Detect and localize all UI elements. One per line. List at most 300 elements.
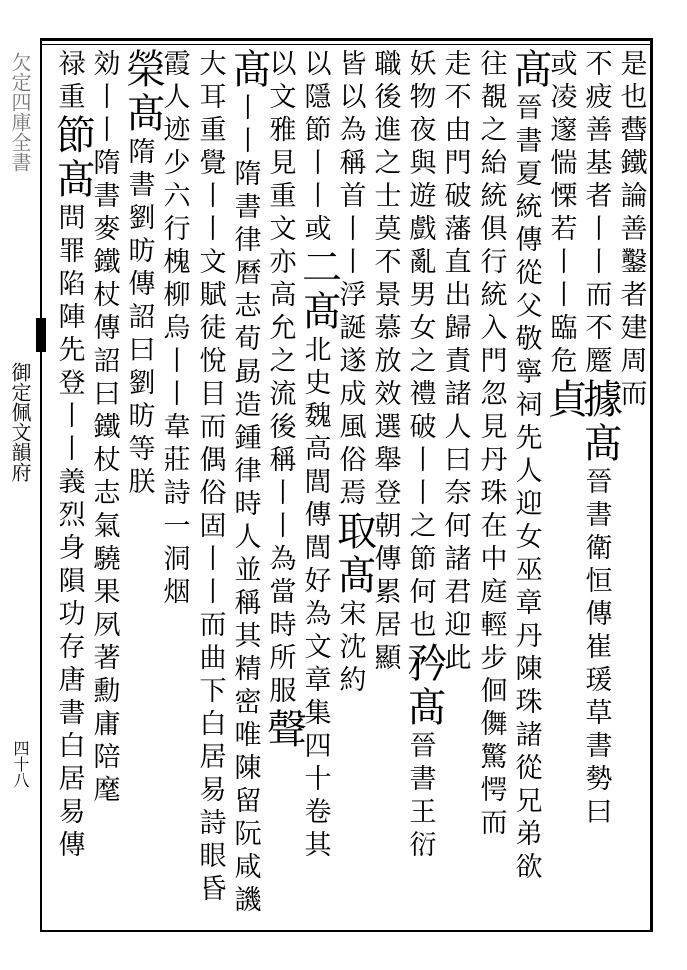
glyph: 閭 <box>304 533 332 564</box>
glyph: 詩 <box>163 478 191 509</box>
glyph: 破 <box>409 412 437 443</box>
glyph: 杖 <box>93 445 121 476</box>
side-top-label: 欠定四庫全書 <box>8 52 32 172</box>
glyph: 夜 <box>409 115 437 146</box>
glyph: 衍 <box>409 830 437 861</box>
glyph: 祠 <box>515 390 543 421</box>
glyph: 節 <box>56 113 96 159</box>
glyph: 咸 <box>234 852 262 883</box>
glyph: 阮 <box>234 819 262 850</box>
glyph: 劉 <box>128 368 156 399</box>
glyph: 偶 <box>199 445 227 476</box>
glyph: 昉 <box>128 236 156 267</box>
glyph: 父 <box>515 291 543 322</box>
glyph: 行 <box>163 214 191 245</box>
glyph: 聲 <box>267 707 307 753</box>
glyph: 丨 <box>585 214 613 245</box>
glyph: 驍 <box>93 544 121 575</box>
glyph: 恒 <box>585 566 613 597</box>
glyph: 丨 <box>304 148 332 179</box>
glyph: 不 <box>585 49 613 80</box>
glyph: 是 <box>620 49 648 80</box>
glyph: 並 <box>234 555 262 586</box>
glyph: 時 <box>234 489 262 520</box>
glyph: 效 <box>374 379 402 410</box>
glyph: 稱 <box>269 445 297 476</box>
glyph: 之 <box>409 511 437 542</box>
frame-left-rule <box>40 38 42 932</box>
glyph: 稱 <box>339 148 367 179</box>
glyph: 凌 <box>550 82 578 113</box>
glyph: 曰 <box>585 797 613 828</box>
glyph: 士 <box>374 181 402 212</box>
glyph: 亦 <box>269 247 297 278</box>
glyph: 而 <box>620 379 648 410</box>
glyph: 書 <box>585 731 613 762</box>
glyph: 賦 <box>199 280 227 311</box>
glyph: 而 <box>585 280 613 311</box>
glyph: 登 <box>58 368 86 399</box>
glyph: 洞 <box>163 544 191 575</box>
glyph: 文 <box>269 82 297 113</box>
glyph: 詔 <box>93 346 121 377</box>
glyph: 書 <box>234 192 262 223</box>
glyph: 俗 <box>199 478 227 509</box>
glyph: 也 <box>409 610 437 641</box>
glyph: 重 <box>269 181 297 212</box>
glyph: 四 <box>304 731 332 762</box>
glyph: 歸 <box>444 313 472 344</box>
glyph: 臨 <box>550 313 578 344</box>
glyph: 髙 <box>583 421 623 467</box>
glyph: 隕 <box>58 566 86 597</box>
glyph: 後 <box>269 412 297 443</box>
glyph: 基 <box>585 148 613 179</box>
glyph: 丨 <box>409 478 437 509</box>
glyph: 不 <box>444 82 472 113</box>
glyph: 若 <box>550 214 578 245</box>
glyph: 造 <box>234 390 262 421</box>
glyph: 唯 <box>234 720 262 751</box>
glyph: 陳 <box>234 753 262 784</box>
glyph: 榮 <box>126 47 166 93</box>
glyph: 見 <box>480 412 508 443</box>
glyph: 而 <box>199 412 227 443</box>
glyph: 矜 <box>407 641 447 687</box>
glyph: 也 <box>620 82 648 113</box>
glyph: 兄 <box>515 786 543 817</box>
glyph: 覩 <box>480 82 508 113</box>
glyph: 建 <box>620 313 648 344</box>
glyph: 人 <box>163 82 191 113</box>
glyph: 麾 <box>93 775 121 806</box>
glyph: 悅 <box>199 346 227 377</box>
glyph: 先 <box>58 335 86 366</box>
glyph: 禄 <box>58 49 86 80</box>
glyph: 君 <box>444 577 472 608</box>
glyph: 六 <box>163 181 191 212</box>
glyph: 而 <box>199 610 227 641</box>
fish-tail-mark <box>36 318 46 352</box>
glyph: 丨 <box>409 445 437 476</box>
glyph: 章 <box>304 665 332 696</box>
glyph: 勗 <box>234 357 262 388</box>
glyph: 韋 <box>163 412 191 443</box>
glyph: 時 <box>269 610 297 641</box>
side-label <box>6 362 34 562</box>
glyph: 著 <box>93 643 121 674</box>
glyph: 男 <box>409 280 437 311</box>
glyph: 徒 <box>199 313 227 344</box>
glyph: 閭 <box>304 467 332 498</box>
page-number-text: 四十八 <box>11 740 30 788</box>
glyph: 居 <box>58 764 86 795</box>
glyph: 丨 <box>269 478 297 509</box>
glyph: 其 <box>304 830 332 861</box>
glyph: 丨 <box>199 214 227 245</box>
glyph: 鐵 <box>620 148 648 179</box>
frame-right-rule <box>650 38 653 932</box>
glyph: 之 <box>374 148 402 179</box>
glyph: 丨 <box>58 401 86 432</box>
glyph: 庭 <box>480 577 508 608</box>
glyph: 景 <box>374 280 402 311</box>
glyph: 高 <box>304 434 332 465</box>
glyph: 槐 <box>163 247 191 278</box>
side-label-text: 御定佩文韻府 <box>8 362 32 482</box>
glyph: 物 <box>409 82 437 113</box>
glyph: 唐 <box>58 665 86 696</box>
glyph: 不 <box>585 313 613 344</box>
glyph: 諸 <box>515 720 543 751</box>
glyph: 詩 <box>199 808 227 839</box>
glyph: 所 <box>269 643 297 674</box>
glyph: 精 <box>234 654 262 685</box>
glyph: 之 <box>269 346 297 377</box>
glyph: 易 <box>58 797 86 828</box>
glyph: 曰 <box>93 379 121 410</box>
glyph: 走 <box>444 49 472 80</box>
glyph: 留 <box>234 786 262 817</box>
glyph: 白 <box>58 731 86 762</box>
glyph: 曰 <box>444 445 472 476</box>
glyph: 據 <box>583 377 623 423</box>
glyph: 從 <box>515 753 543 784</box>
glyph: 草 <box>585 698 613 729</box>
text-column <box>618 48 650 411</box>
glyph: 隋 <box>93 148 121 179</box>
glyph: 律 <box>234 225 262 256</box>
glyph: 髙 <box>232 47 272 93</box>
glyph: 文 <box>304 632 332 663</box>
glyph: 霞 <box>163 49 191 80</box>
glyph: 丨 <box>199 181 227 212</box>
glyph: 貞 <box>548 377 588 423</box>
glyph: 晉 <box>515 93 543 124</box>
glyph: 遂 <box>339 346 367 377</box>
glyph: 功 <box>58 599 86 630</box>
glyph: 出 <box>444 280 472 311</box>
glyph: 首 <box>339 181 367 212</box>
glyph: 先 <box>515 423 543 454</box>
text-column <box>337 48 377 697</box>
glyph: 俗 <box>339 445 367 476</box>
glyph: 律 <box>234 456 262 487</box>
glyph: 書 <box>409 764 437 795</box>
glyph: 此 <box>444 643 472 674</box>
glyph: 鐵 <box>93 412 121 443</box>
frame-top-rule <box>40 38 653 41</box>
glyph: 輕 <box>480 610 508 641</box>
glyph: 為 <box>304 599 332 630</box>
glyph: 白 <box>199 709 227 740</box>
glyph: 丨 <box>234 93 262 124</box>
glyph: 當 <box>269 577 297 608</box>
glyph: 誕 <box>339 313 367 344</box>
glyph: 職 <box>374 49 402 80</box>
glyph: 危 <box>550 346 578 377</box>
glyph: 曰 <box>128 335 156 366</box>
glyph: 書 <box>585 500 613 531</box>
glyph: 俱 <box>480 214 508 245</box>
glyph: 其 <box>234 621 262 652</box>
glyph: 荀 <box>234 324 262 355</box>
glyph: 女 <box>515 522 543 553</box>
glyph: 皆 <box>339 49 367 80</box>
glyph: 迎 <box>444 610 472 641</box>
glyph: 或 <box>550 49 578 80</box>
glyph: 不 <box>374 247 402 278</box>
glyph: 以 <box>339 82 367 113</box>
glyph: 者 <box>620 280 648 311</box>
glyph: 卷 <box>304 797 332 828</box>
glyph: 書 <box>58 698 86 729</box>
glyph: 邃 <box>550 115 578 146</box>
glyph: 後 <box>374 82 402 113</box>
glyph: 之 <box>480 115 508 146</box>
glyph: 妖 <box>409 49 437 80</box>
glyph: 志 <box>234 291 262 322</box>
glyph: 寧 <box>515 357 543 388</box>
glyph: 罪 <box>58 236 86 267</box>
glyph: 迎 <box>515 489 543 520</box>
glyph: 劉 <box>128 203 156 234</box>
glyph: 以 <box>269 49 297 80</box>
page-number <box>6 740 34 800</box>
glyph: 杖 <box>93 280 121 311</box>
text-column <box>583 48 623 829</box>
glyph: 髙 <box>513 47 553 93</box>
text-column <box>478 48 510 840</box>
glyph: 宋 <box>339 599 367 630</box>
glyph: 統 <box>480 280 508 311</box>
text-column <box>232 47 272 917</box>
glyph: 王 <box>409 797 437 828</box>
glyph: 勢 <box>585 764 613 795</box>
glyph: 丹 <box>480 445 508 476</box>
glyph: 書 <box>515 126 543 157</box>
glyph: 書 <box>128 170 156 201</box>
glyph: 瑗 <box>585 665 613 696</box>
glyph: 固 <box>199 511 227 542</box>
glyph: 耳 <box>199 82 227 113</box>
glyph: 義 <box>58 467 86 498</box>
glyph: 登 <box>374 478 402 509</box>
glyph: 文 <box>199 247 227 278</box>
glyph: 烟 <box>163 577 191 608</box>
glyph: 丨 <box>304 181 332 212</box>
glyph: 晉 <box>409 731 437 762</box>
glyph: 丨 <box>163 379 191 410</box>
glyph: 浮 <box>339 280 367 311</box>
text-column <box>56 48 96 862</box>
glyph: 史 <box>304 368 332 399</box>
glyph: 傳 <box>374 544 402 575</box>
glyph: 朝 <box>374 511 402 542</box>
glyph: 敬 <box>515 324 543 355</box>
glyph: 傳 <box>585 599 613 630</box>
glyph: 流 <box>269 379 297 410</box>
glyph: 髙 <box>302 289 342 335</box>
glyph: 累 <box>374 577 402 608</box>
glyph: 密 <box>234 687 262 718</box>
glyph: 行 <box>480 247 508 278</box>
glyph: 莊 <box>163 445 191 476</box>
glyph: 曆 <box>234 258 262 289</box>
glyph: 以 <box>304 49 332 80</box>
glyph: 烈 <box>58 500 86 531</box>
glyph: 為 <box>339 115 367 146</box>
glyph: 成 <box>339 379 367 410</box>
text-column <box>407 48 447 862</box>
glyph: 服 <box>269 676 297 707</box>
glyph: 禮 <box>409 379 437 410</box>
glyph: 烏 <box>163 313 191 344</box>
glyph: 崔 <box>585 632 613 663</box>
glyph: 周 <box>620 346 648 377</box>
glyph: 効 <box>93 49 121 80</box>
glyph: 雅 <box>269 115 297 146</box>
glyph: 約 <box>339 665 367 696</box>
glyph: 陷 <box>58 269 86 300</box>
frame-top-inner-rule <box>40 44 653 45</box>
glyph: 丨 <box>234 126 262 157</box>
glyph: 陪 <box>93 742 121 773</box>
glyph: 庸 <box>93 709 121 740</box>
glyph: 愕 <box>480 775 508 806</box>
text-column <box>513 47 553 884</box>
glyph: 夙 <box>93 610 121 641</box>
frame-bottom-rule <box>40 930 653 932</box>
glyph: 入 <box>480 313 508 344</box>
glyph: 問 <box>58 203 86 234</box>
glyph: 隋 <box>128 137 156 168</box>
glyph: 者 <box>585 181 613 212</box>
glyph: 何 <box>409 577 437 608</box>
glyph: 與 <box>409 148 437 179</box>
glyph: 諸 <box>444 379 472 410</box>
glyph: 忽 <box>480 379 508 410</box>
glyph: 為 <box>269 544 297 575</box>
glyph: 佪 <box>480 676 508 707</box>
glyph: 善 <box>585 115 613 146</box>
text-column <box>126 47 166 499</box>
glyph: 二 <box>302 245 342 291</box>
glyph: 丨 <box>550 247 578 278</box>
glyph: 陳 <box>515 654 543 685</box>
glyph: 㬫 <box>620 115 648 146</box>
glyph: 直 <box>444 247 472 278</box>
glyph: 人 <box>234 522 262 553</box>
text-column <box>548 48 588 423</box>
glyph: 詔 <box>128 302 156 333</box>
glyph: 門 <box>480 346 508 377</box>
glyph: 髙 <box>407 685 447 731</box>
glyph: 衛 <box>585 533 613 564</box>
glyph: 文 <box>269 214 297 245</box>
glyph: 女 <box>409 313 437 344</box>
glyph: 魏 <box>304 401 332 432</box>
glyph: 破 <box>444 181 472 212</box>
text-column <box>442 48 474 675</box>
glyph: 丨 <box>199 544 227 575</box>
glyph: 好 <box>304 566 332 597</box>
glyph: 節 <box>409 544 437 575</box>
glyph: 而 <box>480 808 508 839</box>
glyph: 顯 <box>374 643 402 674</box>
glyph: 統 <box>480 181 508 212</box>
glyph: 覺 <box>199 148 227 179</box>
glyph: 傳 <box>93 313 121 344</box>
glyph: 步 <box>480 643 508 674</box>
glyph: 傳 <box>58 830 86 861</box>
glyph: 中 <box>480 544 508 575</box>
glyph: 責 <box>444 346 472 377</box>
glyph: 昉 <box>128 401 156 432</box>
glyph: 居 <box>199 742 227 773</box>
glyph: 或 <box>304 214 332 245</box>
glyph: 允 <box>269 313 297 344</box>
glyph: 丨 <box>163 346 191 377</box>
glyph: 身 <box>58 533 86 564</box>
glyph: 丨 <box>339 247 367 278</box>
glyph: 何 <box>444 511 472 542</box>
glyph: 慕 <box>374 313 402 344</box>
glyph: 驚 <box>480 742 508 773</box>
glyph: 焉 <box>339 478 367 509</box>
glyph: 髙 <box>56 157 96 203</box>
glyph: 善 <box>620 214 648 245</box>
glyph: 麥 <box>93 214 121 245</box>
glyph: 儛 <box>480 709 508 740</box>
glyph: 果 <box>93 577 121 608</box>
glyph: 門 <box>444 148 472 179</box>
glyph: 曲 <box>199 643 227 674</box>
glyph: 疲 <box>585 82 613 113</box>
glyph: 目 <box>199 379 227 410</box>
glyph: 亂 <box>409 247 437 278</box>
glyph: 丹 <box>515 621 543 652</box>
glyph: 沈 <box>339 632 367 663</box>
glyph: 勳 <box>93 676 121 707</box>
glyph: 珠 <box>515 687 543 718</box>
glyph: 隱 <box>304 82 332 113</box>
glyph: 丨 <box>93 82 121 113</box>
glyph: 欲 <box>515 852 543 883</box>
glyph: 丨 <box>199 577 227 608</box>
glyph: 鐵 <box>93 247 121 278</box>
glyph: 大 <box>199 49 227 80</box>
